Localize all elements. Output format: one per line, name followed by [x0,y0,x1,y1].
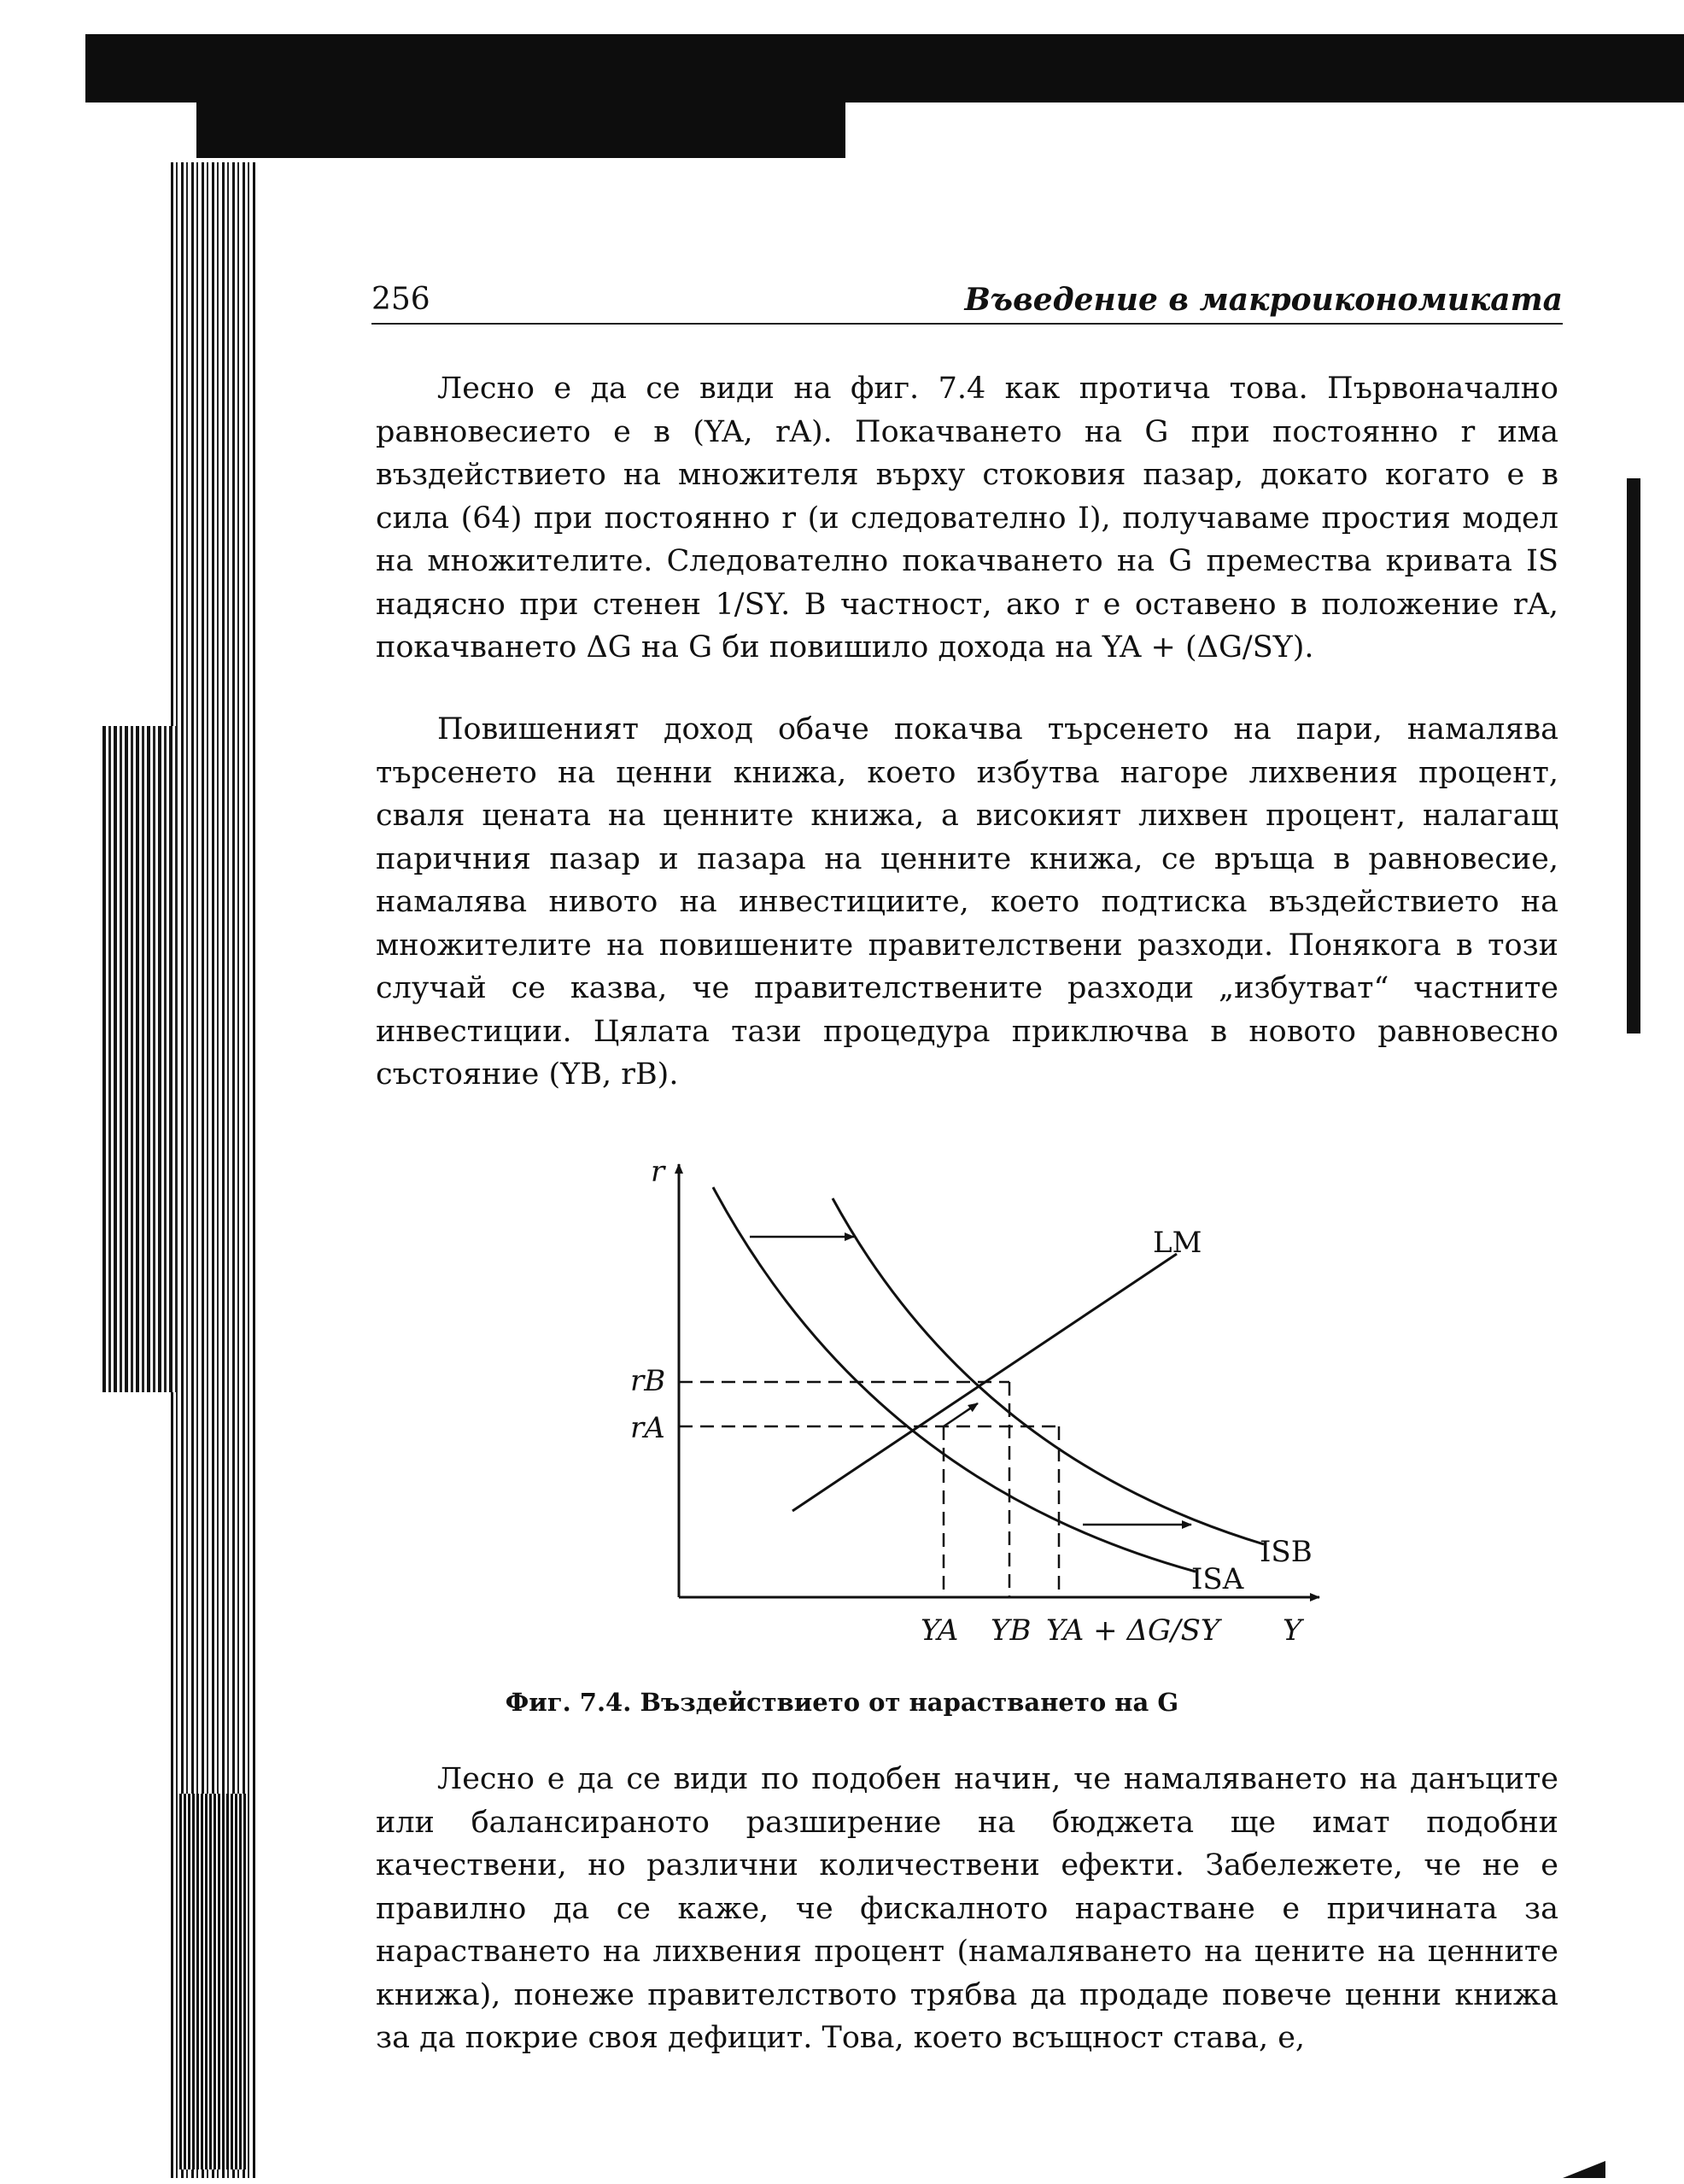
page-number: 256 [371,282,430,317]
scan-shadow-left-bottom [179,1794,248,2169]
y-axis-label: r [651,1155,665,1189]
y-shift-label: YA + ΔG/SY [1046,1613,1220,1648]
is-a-curve [713,1187,1196,1572]
is-lm-figure [615,1149,1366,1661]
yb-label: YB [991,1613,1032,1648]
paragraph-3: Лесно е да се види по подобен начин, че намаляването на данъците или балансираното разширение на бюджета ще имат подобни качествени, но различни количествени ефекти. Забележете, че не е правилно да се каже, че фискалното нарастване е причината за нарастването на лихвения процент (намаляването на цените на ценните книжа), понеже правителството трябва да продаде повече ценни книжа за да покрие своя дефицит. Това, което всъщност става, е, [376,1762,1558,2055]
is-lm-diagram [615,1149,1366,1661]
figure-caption [0,1688,1684,1717]
caption-text: Въздействието от нарастването на G [640,1688,1179,1717]
scan-shadow-right [1627,478,1640,1033]
running-title: Въведение в макроикономиката [964,282,1563,318]
paragraph-1: Лесно е да се види на фиг. 7.4 как протича това. Първоначално равновесието е в (YA, rA). Покачването на G при постоянно r има въздействието на множителя върху стоковия пазар, докато когато е в сила (64) при постоянно r (и следователно I), получаваме простия модел на множителите. Следователно покачването на G премества кривата IS надясно при стенен 1/SY. В частност, ако r е оставено в положение rA, покачването ΔG на G би повишило дохода на YA + (ΔG/SY). [376,372,1558,665]
scan-shadow-left-outer [102,726,179,1392]
ra-label: rA [630,1411,665,1445]
page-header [371,282,1563,325]
is-a-label: ISA [1191,1562,1244,1596]
paragraph-2: Повишеният доход обаче покачва търсенето на пари, намалява търсенето на ценни книжа, което избутва нагоре лихвения процент, сваля цената на ценните книжа, а високият лихвен процент, налагащ паричния пазар и пазара на ценните книжа, се връща в равновесие, намалява нивото на инвестициите, което подтиска въздействието на множителите на повишените правителствени разходи. Понякога в този случай се казва, че правителствените разходи „избутват“ частните инвестиции. Цялата тази процедура приключва в новото равновесно състояние (YB, rB). [376,712,1558,1092]
scan-shadow-corner [1563,2161,1605,2178]
lm-label: LM [1153,1226,1202,1260]
ya-label: YA [921,1613,959,1648]
scan-shadow-top-inner [196,85,845,158]
caption-label: Фиг. 7.4. [505,1688,632,1717]
rb-label: rB [630,1364,666,1398]
is-b-label: ISB [1260,1535,1313,1569]
x-axis-label: Y [1283,1613,1302,1648]
